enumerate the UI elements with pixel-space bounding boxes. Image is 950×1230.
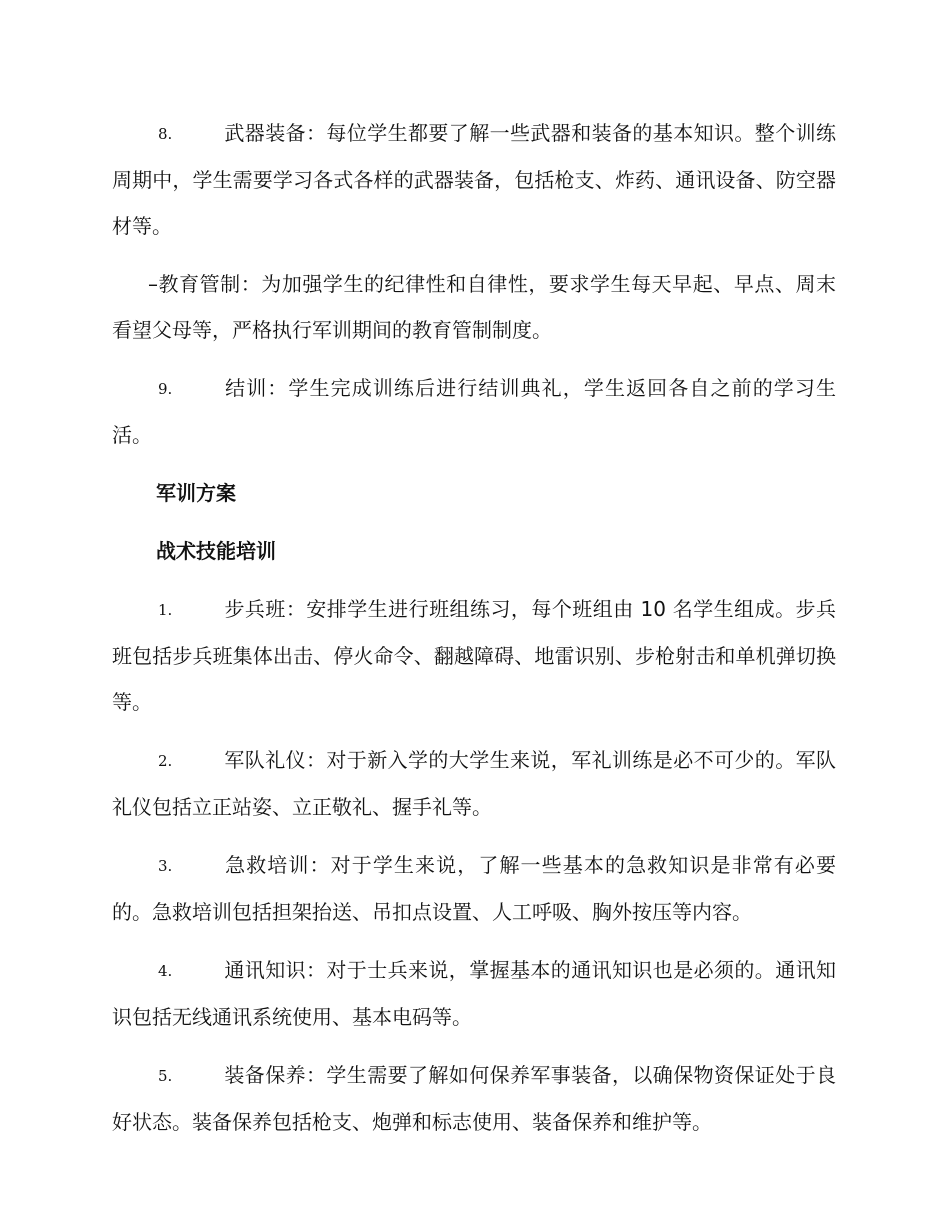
list-number: 8.: [158, 125, 173, 143]
list-item: [112, 947, 836, 1040]
list-number: 2.: [158, 752, 173, 770]
list-text: 步兵班：安排学生进行班组练习，每个班组由 10 名学生组成。步兵班包括步兵班集体出击、停火命令、翻越障碍、地雷识别、步枪射击和单机弹切换等。: [112, 597, 836, 714]
section-heading-tactics: 战术技能培训: [156, 539, 276, 563]
list-item: [112, 842, 836, 935]
list-number: 9.: [158, 380, 173, 398]
list-text: 装备保养：学生需要了解如何保养军事装备，以确保物资保证处于良好状态。装备保养包括枪支、炮弹和标志使用、装备保养和维护等。: [112, 1063, 836, 1134]
list-item-9: [112, 365, 836, 458]
list-number: 4.: [158, 962, 173, 980]
list-number: 5.: [158, 1067, 173, 1085]
list-item-8: [112, 110, 836, 249]
list-item: [112, 1052, 836, 1145]
list-text: 武器装备：每位学生都要了解一些武器和装备的基本知识。整个训练周期中，学生需要学习各式各样的武器装备，包括枪支、炸药、通讯设备、防空器材等。: [112, 121, 836, 238]
list-text: 急救培训：对于学生来说，了解一些基本的急救知识是非常有必要的。急救培训包括担架抬送、吊扣点设置、人工呼吸、胸外按压等内容。: [112, 853, 836, 924]
list-number: 3.: [158, 857, 173, 875]
section-heading-plan: 军训方案: [156, 481, 236, 505]
document-page: [112, 110, 836, 1157]
list-item: [112, 586, 836, 725]
list-item: [112, 737, 836, 830]
list-text: 通讯知识：对于士兵来说，掌握基本的通讯知识也是必须的。通讯知识包括无线通讯系统使用、基本电码等。: [112, 958, 836, 1029]
list-text: 结训：学生完成训练后进行结训典礼，学生返回各自之前的学习生活。: [112, 376, 836, 447]
list-text: 军队礼仪：对于新入学的大学生来说，军礼训练是必不可少的。军队礼仪包括立正站姿、立正敬礼、握手礼等。: [112, 748, 836, 819]
list-number: 1.: [158, 601, 173, 619]
education-control-paragraph: –教育管制：为加强学生的纪律性和自律性，要求学生每天早起、早点、周末看望父母等，严格执行军训期间的教育管制制度。: [112, 272, 836, 342]
